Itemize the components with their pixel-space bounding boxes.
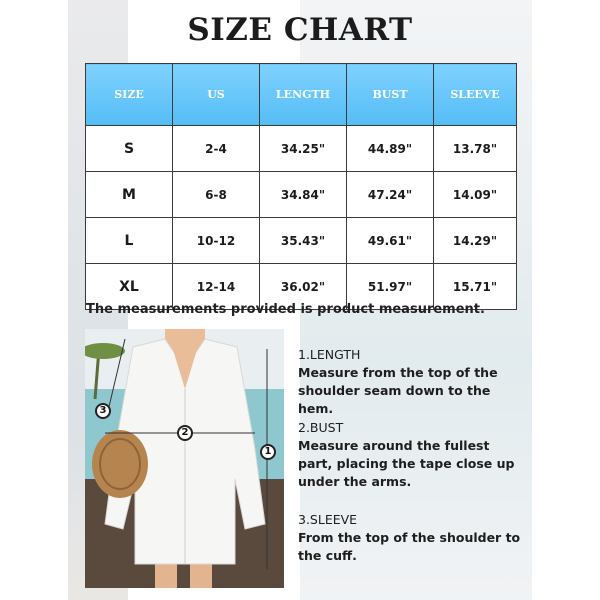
header-bust: BUST <box>347 64 434 126</box>
cell-length: 34.25" <box>260 126 347 172</box>
marker-length: 1 <box>260 444 276 460</box>
instruction-sleeve <box>298 511 523 565</box>
table-header-row <box>86 64 517 126</box>
cell-us: 12-14 <box>173 264 260 310</box>
instruction-text: From the top of the shoulder to the cuff. <box>298 530 521 563</box>
table-row <box>86 126 517 172</box>
instruction-heading: 1.LENGTH <box>298 347 361 362</box>
cell-bust: 47.24" <box>347 172 434 218</box>
marker-sleeve: 3 <box>95 403 111 419</box>
instruction-text: Measure from the top of the shoulder seam down to the hem. <box>298 365 498 416</box>
header-length: LENGTH <box>260 64 347 126</box>
cell-length: 34.84" <box>260 172 347 218</box>
cell-bust: 44.89" <box>347 126 434 172</box>
instruction-text: Measure around the fullest part, placing the tape close up under the arms. <box>298 438 515 489</box>
cell-sleeve: 15.71" <box>434 264 517 310</box>
cell-us: 6-8 <box>173 172 260 218</box>
cell-length: 35.43" <box>260 218 347 264</box>
page-title: SIZE CHART <box>187 12 413 48</box>
header-size: SIZE <box>86 64 173 126</box>
cell-size: S <box>86 126 173 172</box>
cell-sleeve: 13.78" <box>434 126 517 172</box>
cell-us: 10-12 <box>173 218 260 264</box>
header-us: US <box>173 64 260 126</box>
instruction-length <box>298 346 523 418</box>
cell-size: XL <box>86 264 173 310</box>
header-sleeve: SLEEVE <box>434 64 517 126</box>
cell-length: 36.02" <box>260 264 347 310</box>
model-photo <box>85 329 284 588</box>
cell-size: M <box>86 172 173 218</box>
cell-us: 2-4 <box>173 126 260 172</box>
instruction-heading: 2.BUST <box>298 420 344 435</box>
cell-sleeve: 14.09" <box>434 172 517 218</box>
cell-sleeve: 14.29" <box>434 218 517 264</box>
model-illustration <box>85 329 284 588</box>
cell-bust: 51.97" <box>347 264 434 310</box>
measurement-note: The measurements provided is product measurement. <box>86 302 485 317</box>
instruction-bust <box>298 419 523 491</box>
table-row <box>86 218 517 264</box>
cell-bust: 49.61" <box>347 218 434 264</box>
table-row <box>86 172 517 218</box>
instruction-heading: 3.SLEEVE <box>298 512 358 527</box>
marker-bust: 2 <box>177 425 193 441</box>
size-table <box>85 63 517 310</box>
cell-size: L <box>86 218 173 264</box>
